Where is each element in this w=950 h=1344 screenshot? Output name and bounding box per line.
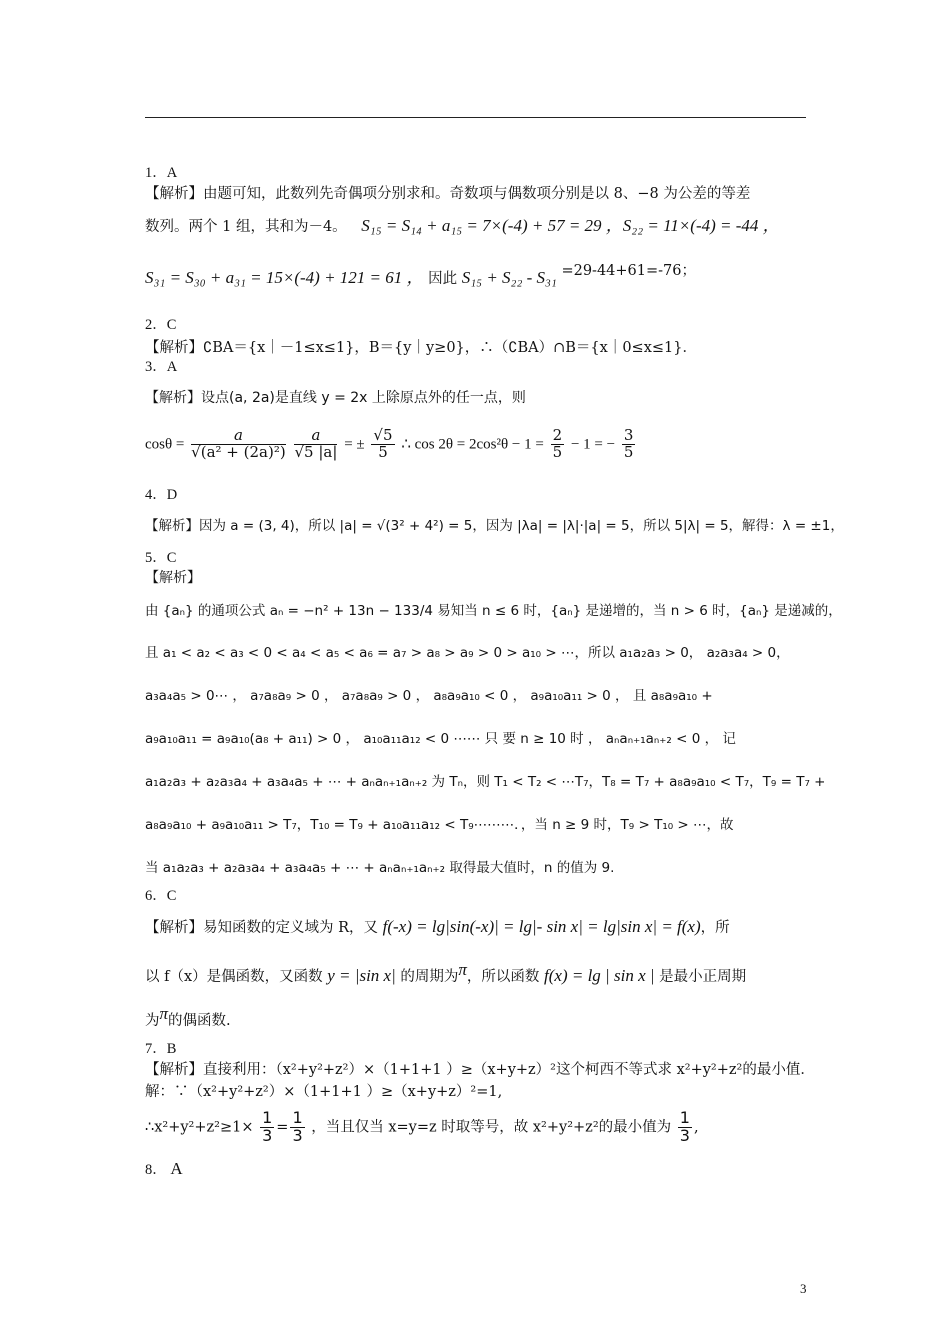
q6-line-2-b: 的周期为	[400, 969, 459, 985]
q6-line-2	[145, 960, 747, 987]
q6-pi-2: π	[159, 1004, 169, 1023]
q3-fraction-2: $\frac{a}{√5 |a|}$	[294, 426, 338, 461]
q2-heading: 2．C	[145, 317, 177, 333]
q3-heading: 3．A	[145, 359, 178, 375]
q3-formula	[145, 428, 637, 461]
q5-heading: 5．C	[145, 550, 177, 566]
q7-fraction-3: $\frac{1}{3}$	[679, 1108, 690, 1145]
q3-minus-one: − 1 = −	[570, 436, 616, 453]
q7-fraction-1: $\frac{1}{3}$	[262, 1108, 273, 1145]
q5-line-1: 【解析】	[145, 570, 201, 586]
q4-heading: 4．D	[145, 487, 178, 503]
q5-line-5: a₉a₁₀a₁₁ = a₉a₁₀(a₈ + a₁₁) > 0 ， a₁₀a₁₁a₁₂ < 0 ⋯⋯ 只 要 n ≥ 10 时 ， aₙaₙ₊₁aₙ₊₂ < 0 ， 记	[145, 731, 736, 747]
q1-formula-sum: S₁₅ + S₂₂ - S₃₁	[461, 268, 557, 287]
q1-formula-s31: S₃₁ = S₃₀ + a₃₁ = 15×(-4) + 121 = 61 ，	[145, 268, 424, 287]
q7-line-3-a: ∴x²+y²+z²≥1×	[145, 1119, 254, 1136]
q6-formula-abs-sin: y = |sin x|	[327, 966, 396, 985]
q8-heading	[145, 1159, 183, 1180]
q6-line-3-b: 的偶函数.	[168, 1013, 231, 1029]
q7-line-3-c: ，当且仅当 x=y=z 时取等号，故 x²+y²+z²的最小值为	[311, 1119, 672, 1136]
q6-line-1-text: 【解析】易知函数的定义域为 R，又	[145, 920, 379, 936]
q1-heading: 1．A	[145, 165, 178, 181]
header-rule	[145, 117, 806, 118]
q1-line-2-text: 数列。两个 1 组，其和为－4。	[145, 219, 347, 235]
q3-fraction-3: $\frac{√5}{5}$	[373, 426, 393, 461]
q7-heading: 7．B	[145, 1041, 177, 1057]
q6-formula-lg-sin: f(x) = lg | sin x |	[544, 966, 655, 985]
q5-line-4: a₃a₄a₅ > 0⋯ ， a₇a₈a₉ > 0 ， a₇a₈a₉ > 0 ， a₈a₉a₁₀ < 0 ， a₉a₁₀a₁₁ > 0 ， 且 a₈a₉a₁₀ +	[145, 688, 713, 704]
page-number: 3	[800, 1281, 807, 1296]
q7-equals: =	[276, 1119, 289, 1136]
q7-fraction-2: $\frac{1}{3}$	[292, 1108, 303, 1145]
q1-result: =29-44+61=-76；	[561, 263, 697, 279]
q3-fraction-1: $\frac{a}{\text{√(a² + (2a)²)}}$	[191, 426, 286, 461]
q7-line-3-d: ,	[693, 1119, 699, 1136]
q5-line-2: 由 {aₙ} 的通项公式 aₙ = −n² + 13n − 133/4 易知当 n ≤ 6 时，{aₙ} 是递增的，当 n > 6 时，{aₙ} 是递减的，	[145, 603, 842, 619]
q6-heading: 6．C	[145, 888, 177, 904]
q7-line-1: 【解析】直接利用：（x²+y²+z²）×（1+1+1 ）≥（x+y+z）²这个柯西不等式求 x²+y²+z²的最小值．	[145, 1062, 815, 1078]
q8-number: 8．	[145, 1162, 167, 1178]
q6-line-1-tail: ，所	[700, 920, 730, 936]
q2-line-1: 【解析】∁BA＝{x｜－1≤x≤1}，B＝{y｜y≥0}，∴（∁BA）∩B＝{x｜0≤x≤1}．	[145, 340, 697, 356]
q3-line-1: 【解析】设点(a, 2a)是直线 y = 2x 上除原点外的任一点，则	[145, 390, 526, 406]
q4-line-1: 【解析】因为 a = (3, 4)，所以 |a| = √(3² + 4²) = 5，因为 |λa| = |λ|·|a| = 5，所以 5|λ| = 5，解得：λ = ±1，	[145, 518, 844, 534]
q6-line-2-a: 以 f（x）是偶函数，又函数	[145, 969, 323, 985]
q3-fraction-4: $\frac{2}{5}$	[552, 426, 563, 461]
q6-formula-even: f(-x) = lg|sin(-x)| = lg|- sin x| = lg|sin x| = f(x)	[382, 917, 701, 936]
q3-pm: = ±	[344, 436, 365, 453]
q6-line-2-d: 是最小正周期	[659, 969, 747, 985]
q1-line-1: 【解析】由题可知，此数列先奇偶项分别求和。奇数项与偶数项分别是以 8、−8 为公差的等差	[145, 186, 751, 202]
q3-cos-2theta: ∴ cos 2θ = 2cos²θ − 1 =	[401, 436, 544, 453]
q3-cos-theta: cosθ =	[145, 436, 185, 453]
q8-answer: A	[170, 1159, 183, 1178]
q1-line-2	[145, 216, 780, 237]
q1-therefore: 因此	[428, 271, 458, 287]
q5-line-7: a₈a₉a₁₀ + a₉a₁₀a₁₁ > T₇，T₁₀ = T₉ + a₁₀a₁₁a₁₂ < T₉⋯⋯⋯．，当 n ≥ 9 时，T₉ > T₁₀ > ⋯，故	[145, 817, 734, 833]
q6-line-3-a: 为	[145, 1013, 160, 1029]
q7-line-2: 解：∵（x²+y²+z²）×（1+1+1 ）≥（x+y+z）²=1,	[145, 1084, 503, 1100]
q6-line-3	[145, 1004, 231, 1031]
q5-line-3: 且 a₁ < a₂ < a₃ < 0 < a₄ < a₅ < a₆ = a₇ > a₈ > a₉ > 0 > a₁₀ > ⋯，所以 a₁a₂a₃ > 0， a₂a₃a₄ > 0，	[145, 645, 790, 661]
q1-line-3	[145, 263, 697, 289]
q7-line-3	[145, 1110, 699, 1145]
q1-formula-s15-s22: S₁₅ = S₁₄ + a₁₅ = 7×(-4) + 57 = 29 ，S₂₂ = 11×(-4) = -44 ，	[361, 216, 780, 235]
q5-line-6: a₁a₂a₃ + a₂a₃a₄ + a₃a₄a₅ + ⋯ + aₙaₙ₊₁aₙ₊₂ 为 Tₙ，则 T₁ < T₂ < ⋯T₇，T₈ = T₇ + a₈a₉a₁₀ < T₇，T₉ = T₇ +	[145, 774, 826, 790]
q3-fraction-5: $\frac{3}{5}$	[623, 426, 634, 461]
q5-line-8: 当 a₁a₂a₃ + a₂a₃a₄ + a₃a₄a₅ + ⋯ + aₙaₙ₊₁aₙ₊₂ 取得最大值时，n 的值为 9.	[145, 860, 615, 876]
q6-line-1	[145, 917, 730, 938]
q6-line-2-c: ，所以函数	[466, 969, 540, 985]
q6-pi-1: π	[458, 960, 467, 979]
